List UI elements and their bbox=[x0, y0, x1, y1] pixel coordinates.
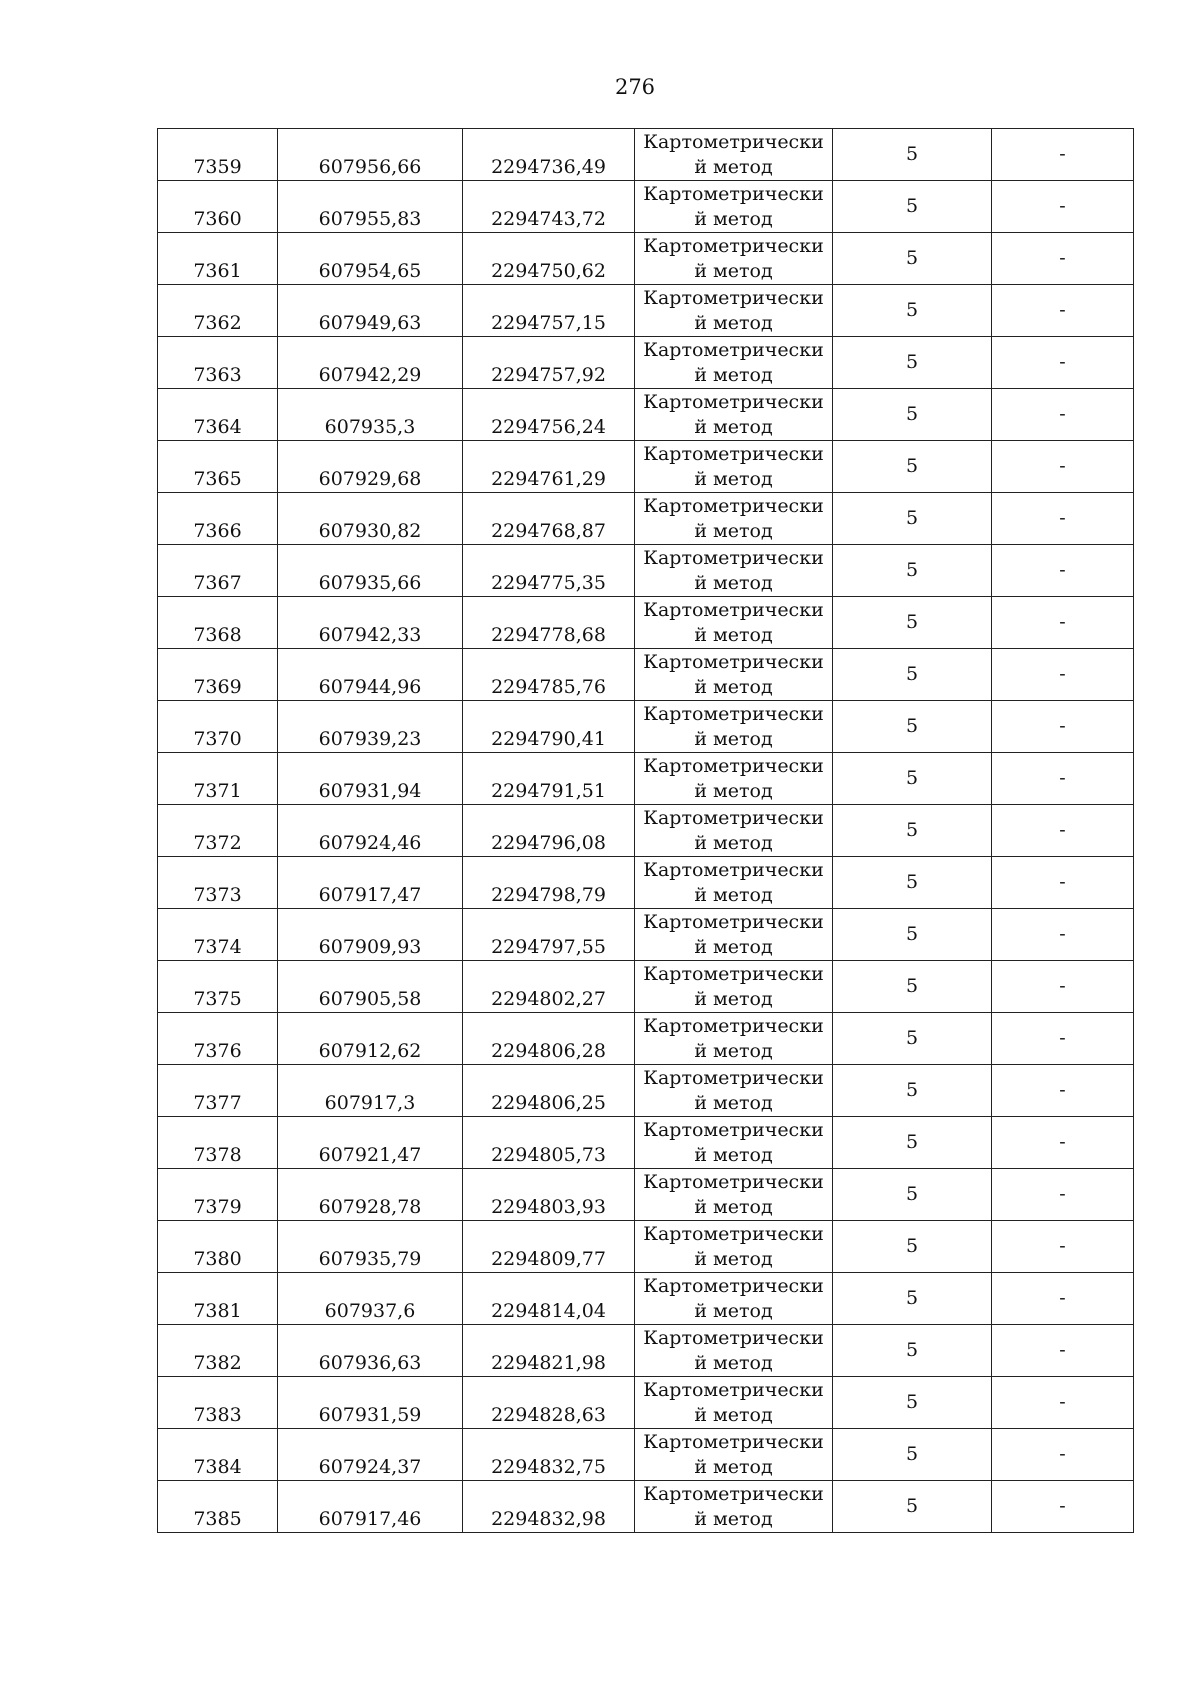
table-row bbox=[158, 753, 1134, 805]
method-line-2: й метод bbox=[694, 727, 773, 750]
y-coordinate-cell: 2294832,75 bbox=[463, 1429, 635, 1481]
method-line-2: й метод bbox=[694, 1299, 773, 1322]
y-coordinate-cell: 2294757,15 bbox=[463, 285, 635, 337]
accuracy-cell: 5 bbox=[833, 597, 992, 649]
accuracy-cell: 5 bbox=[833, 1013, 992, 1065]
method-cell bbox=[635, 701, 833, 753]
table-row bbox=[158, 129, 1134, 181]
x-coordinate-cell: 607924,46 bbox=[278, 805, 463, 857]
point-number-cell: 7365 bbox=[158, 441, 278, 493]
x-coordinate-cell: 607917,47 bbox=[278, 857, 463, 909]
point-number-cell: 7361 bbox=[158, 233, 278, 285]
y-coordinate-cell: 2294796,08 bbox=[463, 805, 635, 857]
note-cell: - bbox=[992, 1481, 1134, 1533]
method-cell bbox=[635, 649, 833, 701]
point-number-cell: 7360 bbox=[158, 181, 278, 233]
point-number-cell: 7373 bbox=[158, 857, 278, 909]
method-cell bbox=[635, 1325, 833, 1377]
point-number-cell: 7362 bbox=[158, 285, 278, 337]
accuracy-cell: 5 bbox=[833, 441, 992, 493]
x-coordinate-cell: 607954,65 bbox=[278, 233, 463, 285]
accuracy-cell: 5 bbox=[833, 1117, 992, 1169]
point-number-cell: 7374 bbox=[158, 909, 278, 961]
note-cell: - bbox=[992, 1013, 1134, 1065]
table-row bbox=[158, 857, 1134, 909]
table-row bbox=[158, 597, 1134, 649]
method-line-1: Картометрически bbox=[643, 182, 824, 205]
y-coordinate-cell: 2294736,49 bbox=[463, 129, 635, 181]
note-cell: - bbox=[992, 1117, 1134, 1169]
method-line-2: й метод bbox=[694, 883, 773, 906]
x-coordinate-cell: 607917,3 bbox=[278, 1065, 463, 1117]
x-coordinate-cell: 607939,23 bbox=[278, 701, 463, 753]
method-line-2: й метод bbox=[694, 1091, 773, 1114]
table-row bbox=[158, 233, 1134, 285]
method-cell bbox=[635, 389, 833, 441]
method-cell bbox=[635, 909, 833, 961]
accuracy-cell: 5 bbox=[833, 1221, 992, 1273]
x-coordinate-cell: 607912,62 bbox=[278, 1013, 463, 1065]
y-coordinate-cell: 2294798,79 bbox=[463, 857, 635, 909]
method-line-1: Картометрически bbox=[643, 1482, 824, 1505]
note-cell: - bbox=[992, 1377, 1134, 1429]
table-row bbox=[158, 285, 1134, 337]
point-number-cell: 7377 bbox=[158, 1065, 278, 1117]
method-line-2: й метод bbox=[694, 155, 773, 178]
table-row bbox=[158, 909, 1134, 961]
table-row bbox=[158, 961, 1134, 1013]
note-cell: - bbox=[992, 285, 1134, 337]
accuracy-cell: 5 bbox=[833, 285, 992, 337]
point-number-cell: 7378 bbox=[158, 1117, 278, 1169]
method-line-1: Картометрически bbox=[643, 1430, 824, 1453]
method-cell bbox=[635, 129, 833, 181]
method-cell bbox=[635, 961, 833, 1013]
method-line-1: Картометрически bbox=[643, 598, 824, 621]
y-coordinate-cell: 2294743,72 bbox=[463, 181, 635, 233]
accuracy-cell: 5 bbox=[833, 1481, 992, 1533]
method-line-1: Картометрически bbox=[643, 754, 824, 777]
method-line-1: Картометрически bbox=[643, 442, 824, 465]
table-row bbox=[158, 441, 1134, 493]
method-line-1: Картометрически bbox=[643, 1222, 824, 1245]
method-line-2: й метод bbox=[694, 675, 773, 698]
x-coordinate-cell: 607929,68 bbox=[278, 441, 463, 493]
coordinates-table-body bbox=[158, 129, 1134, 1533]
x-coordinate-cell: 607930,82 bbox=[278, 493, 463, 545]
y-coordinate-cell: 2294809,77 bbox=[463, 1221, 635, 1273]
method-line-1: Картометрически bbox=[643, 1118, 824, 1141]
accuracy-cell: 5 bbox=[833, 129, 992, 181]
method-line-1: Картометрически bbox=[643, 286, 824, 309]
point-number-cell: 7359 bbox=[158, 129, 278, 181]
x-coordinate-cell: 607931,59 bbox=[278, 1377, 463, 1429]
accuracy-cell: 5 bbox=[833, 1273, 992, 1325]
note-cell: - bbox=[992, 701, 1134, 753]
x-coordinate-cell: 607937,6 bbox=[278, 1273, 463, 1325]
point-number-cell: 7370 bbox=[158, 701, 278, 753]
x-coordinate-cell: 607909,93 bbox=[278, 909, 463, 961]
table-row bbox=[158, 389, 1134, 441]
method-line-1: Картометрически bbox=[643, 1014, 824, 1037]
accuracy-cell: 5 bbox=[833, 1325, 992, 1377]
note-cell: - bbox=[992, 1065, 1134, 1117]
method-cell bbox=[635, 1169, 833, 1221]
y-coordinate-cell: 2294750,62 bbox=[463, 233, 635, 285]
note-cell: - bbox=[992, 597, 1134, 649]
method-cell bbox=[635, 1065, 833, 1117]
method-line-2: й метод bbox=[694, 207, 773, 230]
accuracy-cell: 5 bbox=[833, 961, 992, 1013]
x-coordinate-cell: 607928,78 bbox=[278, 1169, 463, 1221]
table-row bbox=[158, 1481, 1134, 1533]
method-line-1: Картометрически bbox=[643, 962, 824, 985]
method-line-2: й метод bbox=[694, 259, 773, 282]
note-cell: - bbox=[992, 1325, 1134, 1377]
method-line-2: й метод bbox=[694, 467, 773, 490]
accuracy-cell: 5 bbox=[833, 337, 992, 389]
note-cell: - bbox=[992, 1429, 1134, 1481]
table-row bbox=[158, 701, 1134, 753]
x-coordinate-cell: 607944,96 bbox=[278, 649, 463, 701]
method-cell bbox=[635, 441, 833, 493]
point-number-cell: 7367 bbox=[158, 545, 278, 597]
accuracy-cell: 5 bbox=[833, 389, 992, 441]
table-row bbox=[158, 1117, 1134, 1169]
x-coordinate-cell: 607942,33 bbox=[278, 597, 463, 649]
y-coordinate-cell: 2294791,51 bbox=[463, 753, 635, 805]
method-cell bbox=[635, 1273, 833, 1325]
method-line-1: Картометрически bbox=[643, 806, 824, 829]
x-coordinate-cell: 607931,94 bbox=[278, 753, 463, 805]
table-row bbox=[158, 1429, 1134, 1481]
method-line-2: й метод bbox=[694, 363, 773, 386]
y-coordinate-cell: 2294761,29 bbox=[463, 441, 635, 493]
y-coordinate-cell: 2294756,24 bbox=[463, 389, 635, 441]
note-cell: - bbox=[992, 129, 1134, 181]
page-number: 276 bbox=[614, 75, 656, 99]
method-line-1: Картометрически bbox=[643, 858, 824, 881]
x-coordinate-cell: 607935,79 bbox=[278, 1221, 463, 1273]
note-cell: - bbox=[992, 649, 1134, 701]
point-number-cell: 7384 bbox=[158, 1429, 278, 1481]
y-coordinate-cell: 2294805,73 bbox=[463, 1117, 635, 1169]
method-line-1: Картометрически bbox=[643, 910, 824, 933]
y-coordinate-cell: 2294790,41 bbox=[463, 701, 635, 753]
y-coordinate-cell: 2294828,63 bbox=[463, 1377, 635, 1429]
method-line-1: Картометрически bbox=[643, 1326, 824, 1349]
x-coordinate-cell: 607956,66 bbox=[278, 129, 463, 181]
method-cell bbox=[635, 805, 833, 857]
method-line-2: й метод bbox=[694, 831, 773, 854]
y-coordinate-cell: 2294814,04 bbox=[463, 1273, 635, 1325]
method-cell bbox=[635, 545, 833, 597]
note-cell: - bbox=[992, 389, 1134, 441]
point-number-cell: 7376 bbox=[158, 1013, 278, 1065]
accuracy-cell: 5 bbox=[833, 701, 992, 753]
method-cell bbox=[635, 233, 833, 285]
point-number-cell: 7364 bbox=[158, 389, 278, 441]
method-line-1: Картометрически bbox=[643, 546, 824, 569]
table-row bbox=[158, 337, 1134, 389]
method-line-2: й метод bbox=[694, 1351, 773, 1374]
note-cell: - bbox=[992, 181, 1134, 233]
x-coordinate-cell: 607921,47 bbox=[278, 1117, 463, 1169]
table-row bbox=[158, 1065, 1134, 1117]
accuracy-cell: 5 bbox=[833, 753, 992, 805]
note-cell: - bbox=[992, 441, 1134, 493]
method-line-1: Картометрически bbox=[643, 390, 824, 413]
accuracy-cell: 5 bbox=[833, 805, 992, 857]
method-line-2: й метод bbox=[694, 1195, 773, 1218]
table-row bbox=[158, 1377, 1134, 1429]
method-line-2: й метод bbox=[694, 571, 773, 594]
table-row bbox=[158, 493, 1134, 545]
point-number-cell: 7382 bbox=[158, 1325, 278, 1377]
note-cell: - bbox=[992, 805, 1134, 857]
method-line-2: й метод bbox=[694, 1039, 773, 1062]
y-coordinate-cell: 2294806,28 bbox=[463, 1013, 635, 1065]
method-cell bbox=[635, 1013, 833, 1065]
method-line-1: Картометрически bbox=[643, 1274, 824, 1297]
accuracy-cell: 5 bbox=[833, 181, 992, 233]
method-line-2: й метод bbox=[694, 987, 773, 1010]
method-line-2: й метод bbox=[694, 1143, 773, 1166]
method-line-1: Картометрически bbox=[643, 650, 824, 673]
accuracy-cell: 5 bbox=[833, 857, 992, 909]
y-coordinate-cell: 2294768,87 bbox=[463, 493, 635, 545]
table-row bbox=[158, 1273, 1134, 1325]
point-number-cell: 7368 bbox=[158, 597, 278, 649]
method-cell bbox=[635, 1377, 833, 1429]
method-line-1: Картометрически bbox=[643, 234, 824, 257]
note-cell: - bbox=[992, 545, 1134, 597]
y-coordinate-cell: 2294778,68 bbox=[463, 597, 635, 649]
point-number-cell: 7371 bbox=[158, 753, 278, 805]
x-coordinate-cell: 607936,63 bbox=[278, 1325, 463, 1377]
x-coordinate-cell: 607924,37 bbox=[278, 1429, 463, 1481]
method-line-2: й метод bbox=[694, 623, 773, 646]
y-coordinate-cell: 2294797,55 bbox=[463, 909, 635, 961]
accuracy-cell: 5 bbox=[833, 1065, 992, 1117]
x-coordinate-cell: 607942,29 bbox=[278, 337, 463, 389]
method-line-2: й метод bbox=[694, 935, 773, 958]
method-line-1: Картометрически bbox=[643, 494, 824, 517]
method-line-1: Картометрически bbox=[643, 130, 824, 153]
note-cell: - bbox=[992, 857, 1134, 909]
accuracy-cell: 5 bbox=[833, 1429, 992, 1481]
method-cell bbox=[635, 181, 833, 233]
table-row bbox=[158, 649, 1134, 701]
method-line-1: Картометрически bbox=[643, 1378, 824, 1401]
method-line-2: й метод bbox=[694, 1507, 773, 1530]
method-cell bbox=[635, 337, 833, 389]
note-cell: - bbox=[992, 1273, 1134, 1325]
method-line-2: й метод bbox=[694, 1247, 773, 1270]
accuracy-cell: 5 bbox=[833, 649, 992, 701]
x-coordinate-cell: 607955,83 bbox=[278, 181, 463, 233]
method-line-2: й метод bbox=[694, 1403, 773, 1426]
table-row bbox=[158, 181, 1134, 233]
note-cell: - bbox=[992, 493, 1134, 545]
method-line-2: й метод bbox=[694, 1455, 773, 1478]
y-coordinate-cell: 2294802,27 bbox=[463, 961, 635, 1013]
table-row bbox=[158, 1325, 1134, 1377]
method-line-1: Картометрически bbox=[643, 702, 824, 725]
note-cell: - bbox=[992, 753, 1134, 805]
method-line-1: Картометрически bbox=[643, 338, 824, 361]
point-number-cell: 7366 bbox=[158, 493, 278, 545]
point-number-cell: 7381 bbox=[158, 1273, 278, 1325]
coordinates-table bbox=[157, 128, 1134, 1533]
table-row bbox=[158, 1013, 1134, 1065]
point-number-cell: 7375 bbox=[158, 961, 278, 1013]
method-cell bbox=[635, 1429, 833, 1481]
note-cell: - bbox=[992, 337, 1134, 389]
note-cell: - bbox=[992, 1221, 1134, 1273]
method-line-2: й метод bbox=[694, 519, 773, 542]
point-number-cell: 7385 bbox=[158, 1481, 278, 1533]
x-coordinate-cell: 607917,46 bbox=[278, 1481, 463, 1533]
y-coordinate-cell: 2294821,98 bbox=[463, 1325, 635, 1377]
method-cell bbox=[635, 285, 833, 337]
method-cell bbox=[635, 753, 833, 805]
accuracy-cell: 5 bbox=[833, 909, 992, 961]
method-line-2: й метод bbox=[694, 415, 773, 438]
y-coordinate-cell: 2294803,93 bbox=[463, 1169, 635, 1221]
y-coordinate-cell: 2294806,25 bbox=[463, 1065, 635, 1117]
note-cell: - bbox=[992, 1169, 1134, 1221]
accuracy-cell: 5 bbox=[833, 233, 992, 285]
x-coordinate-cell: 607905,58 bbox=[278, 961, 463, 1013]
point-number-cell: 7380 bbox=[158, 1221, 278, 1273]
method-line-2: й метод bbox=[694, 779, 773, 802]
method-cell bbox=[635, 857, 833, 909]
accuracy-cell: 5 bbox=[833, 1377, 992, 1429]
method-line-2: й метод bbox=[694, 311, 773, 334]
point-number-cell: 7369 bbox=[158, 649, 278, 701]
accuracy-cell: 5 bbox=[833, 1169, 992, 1221]
x-coordinate-cell: 607935,66 bbox=[278, 545, 463, 597]
point-number-cell: 7379 bbox=[158, 1169, 278, 1221]
method-line-1: Картометрически bbox=[643, 1066, 824, 1089]
point-number-cell: 7363 bbox=[158, 337, 278, 389]
method-cell bbox=[635, 493, 833, 545]
table-row bbox=[158, 1221, 1134, 1273]
point-number-cell: 7372 bbox=[158, 805, 278, 857]
note-cell: - bbox=[992, 909, 1134, 961]
method-cell bbox=[635, 1221, 833, 1273]
y-coordinate-cell: 2294785,76 bbox=[463, 649, 635, 701]
method-cell bbox=[635, 1117, 833, 1169]
table-row bbox=[158, 1169, 1134, 1221]
y-coordinate-cell: 2294775,35 bbox=[463, 545, 635, 597]
y-coordinate-cell: 2294832,98 bbox=[463, 1481, 635, 1533]
accuracy-cell: 5 bbox=[833, 545, 992, 597]
accuracy-cell: 5 bbox=[833, 493, 992, 545]
y-coordinate-cell: 2294757,92 bbox=[463, 337, 635, 389]
x-coordinate-cell: 607935,3 bbox=[278, 389, 463, 441]
point-number-cell: 7383 bbox=[158, 1377, 278, 1429]
method-cell bbox=[635, 597, 833, 649]
method-line-1: Картометрически bbox=[643, 1170, 824, 1193]
table-row bbox=[158, 805, 1134, 857]
note-cell: - bbox=[992, 233, 1134, 285]
note-cell: - bbox=[992, 961, 1134, 1013]
x-coordinate-cell: 607949,63 bbox=[278, 285, 463, 337]
table-row bbox=[158, 545, 1134, 597]
method-cell bbox=[635, 1481, 833, 1533]
